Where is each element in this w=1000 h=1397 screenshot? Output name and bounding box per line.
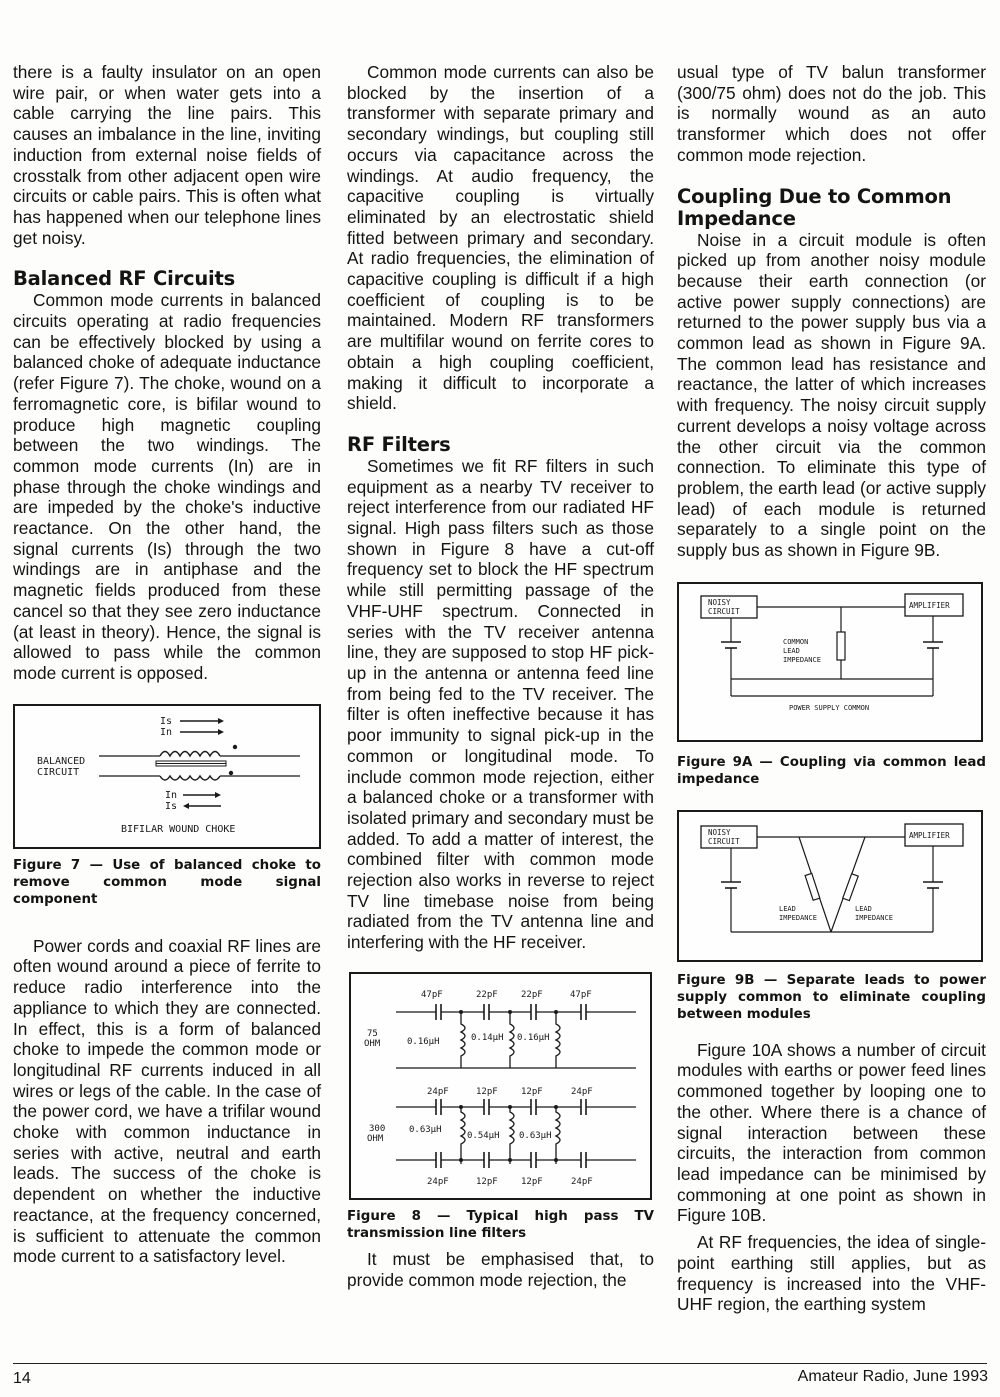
heading-coupling-common-impedance: Coupling Due to Common Impedance — [677, 184, 952, 230]
fig9a-common-label: COMMON — [783, 637, 809, 646]
fig9b-impedance-left-label: IMPEDANCE — [779, 913, 817, 922]
fig7-circuit-label: CIRCUIT — [37, 766, 80, 778]
fig9b-impedance-right-label: IMPEDANCE — [855, 913, 893, 922]
fig8-cap-47pf-a: 47pF — [421, 989, 443, 1000]
figure-8-high-pass-filter-diagram — [349, 972, 652, 1200]
figure-9a-common-lead-diagram — [677, 582, 983, 742]
fig9a-noisy-label: NOISY — [708, 597, 731, 607]
fig8-ind-016uh-a: 0.16µH — [407, 1036, 440, 1047]
fig8-cap-22pf-a: 22pF — [476, 989, 498, 1000]
heading-balanced-rf-circuits: Balanced RF Circuits — [13, 267, 236, 291]
fig9b-noisy-label: NOISY — [708, 827, 731, 837]
fig9a-impedance-label: IMPEDANCE — [783, 655, 821, 664]
fig8-cap-24pf-d: 24pF — [571, 1176, 593, 1187]
fig8-cap-24pf-c: 24pF — [427, 1176, 449, 1187]
fig8-ind-016uh-b: 0.16µH — [517, 1032, 550, 1043]
fig9b-lead-right-label: LEAD — [855, 904, 872, 913]
col3-paragraph-2: Noise in a circuit module is often picked up from another noisy module because their earth connection (or active power supply connections) are returned to the power supply bus via a common lead as shown in Figure 9A. The common lead has resistance and reactance, the latter of which increases with frequency. The noisy circuit supply current develops a noisy voltage across the other circuit via the common connection. To eliminate this type of problem, the earth lead (or active supply lead) of each module is returned separately to a single point on the supply bus as shown in Figure 9B. — [677, 229, 986, 561]
fig8-cap-22pf-b: 22pF — [521, 989, 543, 1000]
fig8-cap-12pf-d: 12pF — [521, 1176, 543, 1187]
col3-paragraph-3: Figure 10A shows a number of circuit modules with earths or power feed lines commoned together by looping one to the other. Where there is a chance of signal interaction between these circuits, the interaction from common lead impedance can be minimised by commoning at one point as shown in Figure 10B. — [677, 1039, 986, 1226]
figure-7-bifilar-choke-diagram — [13, 704, 321, 849]
fig8-cap-24pf-a: 24pF — [427, 1086, 449, 1097]
fig7-is-top-label: Is — [160, 715, 173, 727]
fig9a-circuit-label: CIRCUIT — [708, 606, 740, 616]
col2-paragraph-3: It must be emphasised that, to provide common mode rejection, the — [347, 1248, 654, 1290]
figure-9b-caption: Figure 9B — Separate leads to power supply common to eliminate coupling between modules — [677, 972, 986, 1022]
fig7-is-bottom-label: Is — [165, 800, 178, 812]
col1-paragraph-3: Power cords and coaxial RF lines are often wound around a piece of ferrite to reduce radio interference into the appliance to which they are connected. In effect, this is a form of balanced choke to impede the common mode or longitudinal RF currents induced in all wires or legs of the cable. In the case of the power cord, we have a trifilar wound choke with common inductance in series with active, neutral and earth leads. The success of the choke is dependent on whether the inductive reactance, at the frequency concerned, is sufficient to attenuate the common mode current to a satisfactory level. — [13, 935, 321, 1267]
fig9b-amplifier-label: AMPLIFIER — [909, 830, 950, 840]
fig7-in-bottom-label: In — [165, 789, 178, 801]
fig9a-power-supply-common-label: POWER SUPPLY COMMON — [789, 703, 870, 712]
magazine-issue: Amateur Radio, June 1993 — [797, 1368, 988, 1385]
fig8-ohm-label-a: OHM — [364, 1038, 381, 1049]
fig8-75-label: 75 — [367, 1028, 378, 1039]
fig8-300-label: 300 — [369, 1123, 386, 1134]
fig9b-circuit-label: CIRCUIT — [708, 836, 740, 846]
column-1 — [13, 62, 321, 1267]
figure-9b-separate-leads-diagram — [677, 810, 983, 962]
fig8-ind-063uh-b: 0.63µH — [519, 1130, 552, 1141]
fig8-cap-12pf-a: 12pF — [476, 1086, 498, 1097]
column-3 — [677, 62, 986, 1315]
page-number: 14 — [13, 1370, 31, 1387]
fig7-choke-label: BIFILAR WOUND CHOKE — [121, 823, 236, 835]
figure-9a-caption: Figure 9A — Coupling via common lead impedance — [677, 754, 986, 787]
col2-paragraph-2: Sometimes we fit RF filters in such equipment as a nearby TV receiver to reject interference from our radiated HF signal. High pass filters such as those shown in Figure 8 have a cut-off frequency set to block the HF spectrum while still permitting passage of the VHF-UHF spectrum. Connected in series with the TV receiver antenna line, they are supposed to stop HF pick-up in the antenna or antenna feed line from being fed to the TV receiver. The filter is often ineffective because it has poor immunity to signal pick-up in the common or longitudinal mode. To include common mode rejection, either a balanced choke or a transformer with isolated primary and secondary must be added. To add a matter of interest, the combined filter with common mode rejection also works in reverse to reject TV line timebase noise from being radiated from the TV antenna line and interfering with the HF receiver. — [347, 455, 654, 953]
fig8-ind-014uh: 0.14µH — [471, 1032, 504, 1043]
column-2 — [347, 62, 654, 1290]
figure-8-caption: Figure 8 — Typical high pass TV transmission line filters — [347, 1208, 654, 1241]
fig8-cap-12pf-c: 12pF — [476, 1176, 498, 1187]
figure-7-caption: Figure 7 — Use of balanced choke to remove common mode signal component — [13, 857, 321, 907]
fig9a-lead-label: LEAD — [783, 646, 800, 655]
fig9a-amplifier-label: AMPLIFIER — [909, 600, 950, 610]
fig8-cap-47pf-b: 47pF — [570, 989, 592, 1000]
footer-rule — [13, 1363, 987, 1364]
fig8-ohm-label-b: OHM — [367, 1133, 384, 1144]
fig8-cap-24pf-b: 24pF — [571, 1086, 593, 1097]
fig9b-lead-left-label: LEAD — [779, 904, 796, 913]
col1-paragraph-2: Common mode currents in balanced circuits operating at radio frequencies can be effectively blocked by using a balanced choke of adequate inductance (refer Figure 7). The choke, wound on a ferromagnetic core, is bifilar wound to produce high magnetic coupling between the two windings. The common mode currents (In) are in phase through the choke windings and are impeded by the choke's inductive reactance. On the other hand, the signal currents (Is) through the two windings are in antiphase and the magnetic fields produced from these cancel so that they see zero inductance (at least in theory). Hence, the signal is allowed to pass while the common mode current is opposed. — [13, 290, 321, 683]
col1-paragraph-1: there is a faulty insulator on an open wire pair, or when water gets into a cable carrying the line pairs. This causes an imbalance in the line, inviting induction from external noise fields of crosstalk from other adjacent open wire circuits or cable pairs. This is often what has happened when our telephone lines get noisy. — [13, 62, 321, 248]
col3-paragraph-4: At RF frequencies, the idea of single-point earthing still applies, but as frequency is increased into the VHF-UHF region, the earthing system — [677, 1232, 986, 1315]
heading-rf-filters: RF Filters — [347, 432, 451, 456]
fig8-ind-063uh-a: 0.63µH — [409, 1124, 442, 1135]
col3-paragraph-1: usual type of TV balun transformer (300/75 ohm) does not do the job. This is normally wound as an auto transformer which does not offer common mode rejection. — [677, 62, 986, 165]
fig8-ind-054uh: 0.54µH — [467, 1130, 500, 1141]
fig8-cap-12pf-b: 12pF — [521, 1086, 543, 1097]
fig7-balanced-label: BALANCED — [37, 755, 86, 767]
fig7-in-top-label: In — [160, 726, 173, 738]
col2-paragraph-1: Common mode currents can also be blocked by the insertion of a transformer with separate primary and secondary windings, but coupling still occurs via capacitance across the windings. At audio frequency, the capacitive coupling is virtually eliminated by an electrostatic shield fitted between primary and secondary. At radio frequencies, the elimination of capacitive coupling is difficult if a high coefficient of coupling is to be maintained. Modern RF transformers are multifilar wound on ferrite cores to obtain a high coupling coefficient, making it difficult to incorporate a shield. — [347, 62, 654, 414]
